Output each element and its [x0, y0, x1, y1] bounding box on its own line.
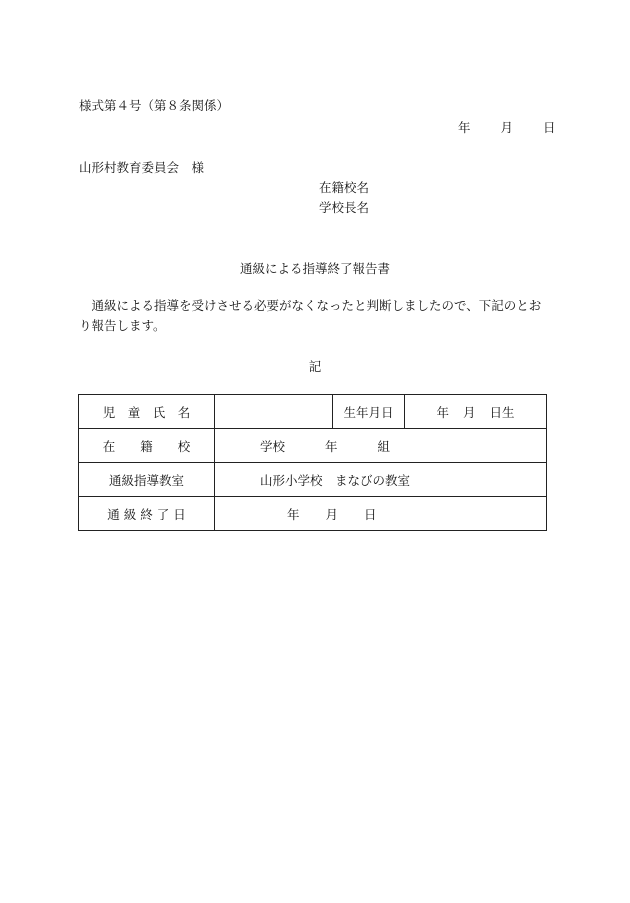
birthdate-value[interactable] [405, 395, 547, 429]
table-row-end-date [79, 497, 547, 531]
end-day-label: 日 [364, 506, 377, 522]
student-name-label: 児 童 氏 名 [79, 395, 215, 429]
table-row-school [79, 429, 547, 463]
birth-day-label: 日生 [489, 404, 515, 420]
enrolled-school-value[interactable] [215, 429, 547, 463]
body-text: 通級による指導を受けさせる必要がなくなったと判断しましたので、下記のとおり報告します。 [79, 298, 542, 333]
form-number: 様式第４号（第８条関係） [79, 98, 230, 113]
ki-heading: 記 [308, 359, 322, 374]
principal-name-label: 学校長名 [319, 200, 370, 215]
end-date-value[interactable] [215, 497, 547, 531]
table-row-classroom [79, 463, 547, 497]
school-name-label: 在籍校名 [319, 180, 370, 195]
classroom-value: 山形小学校 まなびの教室 [215, 463, 547, 497]
document-title: 通級による指導終了報告書 [239, 261, 390, 276]
date-year-label: 年 [458, 120, 471, 135]
end-month-label: 月 [325, 506, 339, 522]
report-date [458, 118, 556, 136]
birthdate-label: 生年月日 [333, 395, 405, 429]
birth-year-label: 年 [436, 404, 449, 420]
class-label: 組 [377, 438, 391, 454]
date-day-label: 日 [543, 120, 556, 135]
school-suffix: 学校 [260, 438, 286, 454]
classroom-label: 通級指導教室 [79, 463, 215, 497]
addressee: 山形村教育委員会 様 [79, 160, 205, 175]
birth-month-label: 月 [462, 404, 476, 420]
end-year-label: 年 [287, 506, 300, 522]
grade-label: 年 [325, 438, 338, 454]
report-table [78, 394, 547, 531]
student-name-value[interactable] [215, 395, 333, 429]
end-date-label: 通 級 終 了 日 [79, 497, 215, 531]
enrolled-school-label: 在 籍 校 [79, 429, 215, 463]
date-month-label: 月 [500, 120, 514, 135]
table-row-student [79, 395, 547, 429]
